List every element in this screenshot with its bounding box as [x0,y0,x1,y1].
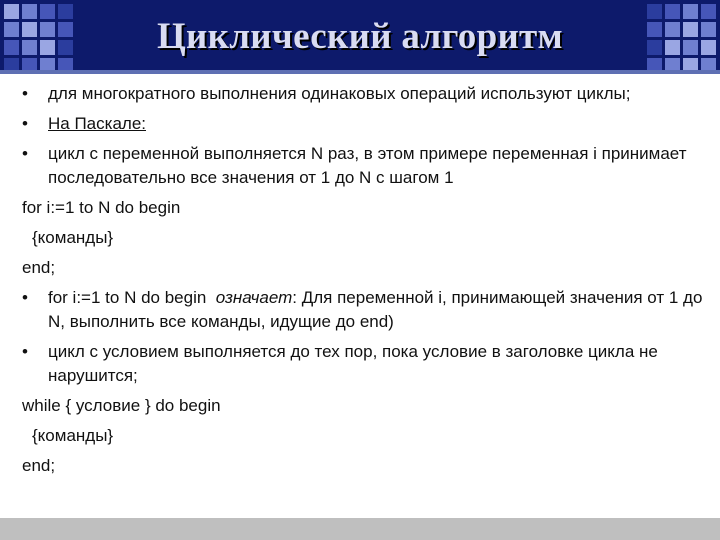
code-line: {команды} [32,426,114,445]
bullet-marker: • [22,114,28,133]
bullet-text: для многократного выполнения одинаковых операций используют циклы; [48,84,631,103]
slide-header [0,0,720,74]
bullet-marker: • [22,84,28,103]
bullet-text: цикл с переменной выполняется N раз, в этом примере переменная i принимает последовательно все значения от 1 до N с шагом 1 [48,144,687,187]
bullet-item [22,286,712,334]
footer-bar [0,518,720,540]
code-line: for i:=1 to N do begin [22,198,181,217]
bullet-item [22,340,712,388]
bullet-marker: • [22,342,28,361]
bullet-text: : Для переменной i, принимающей значения от 1 до N, выполнить все команды, идущие до end) [48,288,703,331]
header-underline [0,70,720,74]
code-line: while { условие } do begin [22,396,221,415]
inline-code: for i:=1 to N do begin [48,288,207,307]
bullet-item [22,112,712,136]
bullet-item [22,82,712,106]
bullet-item [22,142,712,190]
bullet-marker: • [22,288,28,307]
pascal-heading: На Паскале: [48,114,146,133]
code-line: end; [22,456,56,475]
slide-title: Циклический алгоритм [156,16,564,57]
code-line: {команды} [32,228,114,247]
code-line: end; [22,258,56,277]
bullet-marker: • [22,144,28,163]
means-word: означает [215,288,293,307]
slide-content [22,82,712,478]
bullet-text: цикл с условием выполняется до тех пор, пока условие в заголовке цикла не нарушится; [48,342,658,385]
